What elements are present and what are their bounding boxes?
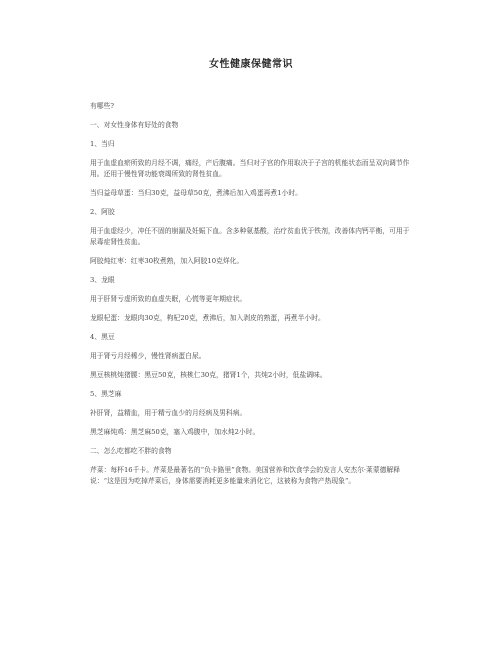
recipe: 当归益母草蛋：当归30克，益母草50克，煮沸后加入鸡蛋再煮1小时。 (90, 189, 302, 197)
recipe: 黑芝麻炖鸡：黑芝麻50克，塞入鸡腹中，加水炖2小时。 (90, 428, 260, 436)
section-heading: 二、怎么吃都吃不胖的食物 (90, 447, 172, 455)
paragraph: 有哪些? (90, 102, 115, 110)
paragraph: 芹菜：每杯16千卡。芹菜是最著名的“负卡路里”食物。美国营养和饮食学会的发言人安杰尔·莱蒙德解释说：“这是因为吃掉芹菜后，身体需要消耗更多能量来消化它，这被称为食物产热现象”。 (90, 466, 401, 485)
paragraph: 用于血虚经少，冲任不固的崩漏及妊娠下血。含多种氨基酸，治疗贫血优于铁剂，改善体内钙平衡，可用于尿毒症肾性贫血。 (90, 227, 410, 246)
recipe: 龙眼杞蛋：龙眼肉30克，枸杞20克，煮沸后，加入剥皮的熟蛋，再煮半小时。 (90, 314, 325, 322)
paragraph: 用于血虚血瘀所致的月经不调，痛经，产后腹痛。当归对子宫的作用取决于子宫的机能状态而呈双向调节作用。还用于慢性肾功能衰竭所致的肾性贫血。 (90, 159, 410, 178)
paragraph: 用于肝肾亏虚所致的血虚失眠，心慌等更年期症状。 (90, 295, 247, 303)
paragraph: 用于肾亏月经稀少，慢性肾病蛋白尿。 (90, 352, 206, 360)
item-heading: 5、黑芝麻 (90, 390, 122, 398)
paragraph: 补肝肾，益精血，用于精亏血少的月经病及男科病。 (90, 409, 247, 417)
document-body (90, 101, 412, 495)
item-heading: 4、黑豆 (90, 333, 115, 341)
item-heading: 3、龙眼 (90, 276, 115, 284)
recipe: 阿胶炖红枣：红枣30枚煮熟，加入阿胶10克烊化。 (90, 257, 244, 265)
item-heading: 1、当归 (90, 140, 115, 148)
item-heading: 2、阿胶 (90, 208, 115, 216)
section-heading: 一、对女性身体有好处的食物 (90, 121, 179, 129)
document-title: 女性健康保健常识 (209, 59, 293, 70)
recipe: 黑豆核桃炖猪腰：黑豆50克，核桃仁30克，猪肾1个，共炖2小时，低盐调味。 (90, 371, 327, 379)
